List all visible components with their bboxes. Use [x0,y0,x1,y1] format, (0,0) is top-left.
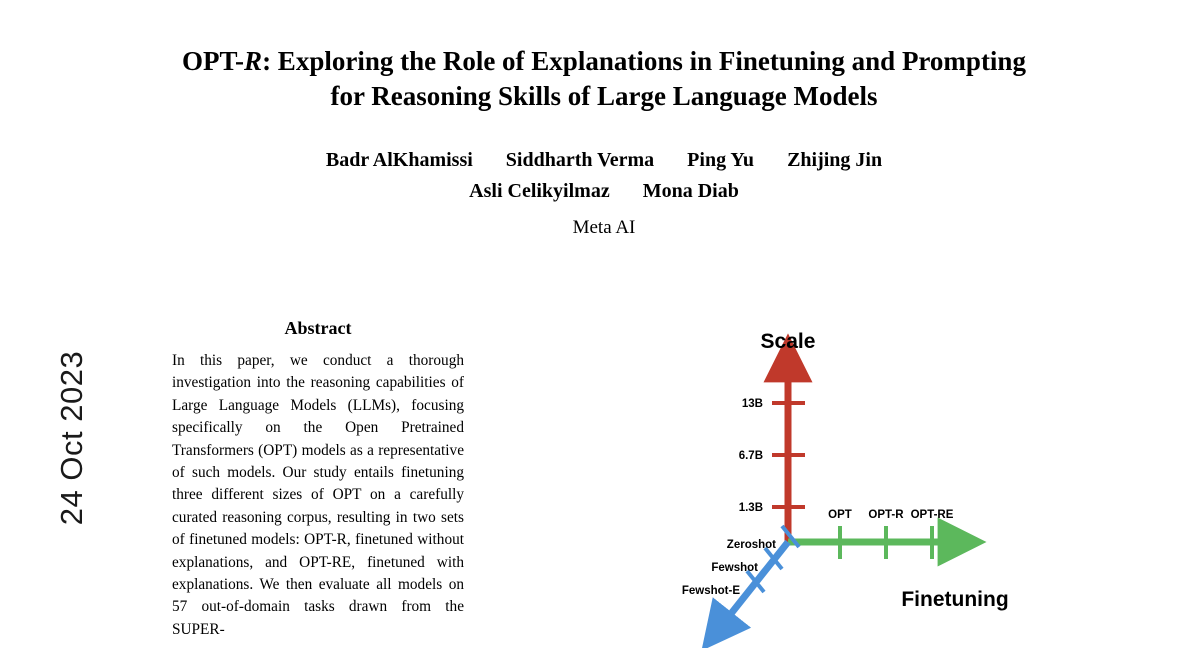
author: Zhijing Jin [787,149,883,172]
finetuning-tick-label: OPT-R [868,509,904,521]
page-title [120,44,1088,113]
finetuning-axis-label: Finetuning [901,588,1009,611]
figure-3d-axes [600,310,1160,648]
scale-tick-label: 6.7B [738,450,763,462]
author: Mona Diab [642,180,739,203]
author-row-1 [120,145,1088,176]
finetuning-tick-label: OPT-RE [910,509,954,521]
author: Ping Yu [687,149,755,172]
scale-tick-label: 1.3B [738,502,763,514]
author-list [120,145,1088,242]
title-line-1: OPT-R: Exploring the Role of Explanations in Finetuning and Prompting [182,46,1026,76]
abstract-section [172,318,464,641]
scale-axis [772,360,805,542]
finetuning-axis [788,526,960,559]
abstract-body: In this paper, we conduct a thorough investigation into the reasoning capabilities of Large Language Models (LLMs), focusing specifically on the Open Pretrained Transformers (OPT) models as a representative of such models. Our study entails finetuning three different sizes of OPT on a carefully curated reasoning corpus, resulting in two sets of finetuned models: OPT-R, finetuned without explanations, and OPT-RE, finetuned with explanations. We then evaluate all models on 57 out-of-domain tasks drawn from the SUPER- [172,352,464,638]
author: Siddharth Verma [505,149,655,172]
affiliation: Meta AI [572,217,636,239]
prompting-tick-label: Fewshot-E [681,585,740,597]
author: Badr AlKhamissi [325,149,473,172]
abstract-heading: Abstract [284,318,352,338]
title-block [120,44,1088,243]
scale-axis-label: Scale [760,330,816,353]
author-row-2 [120,176,1088,207]
finetuning-tick-label: OPT [828,509,852,521]
author: Asli Celikyilmaz [469,180,610,203]
scale-tick-label: 13B [741,398,763,410]
prompting-tick-label: Zeroshot [726,539,776,551]
title-line-2: for Reasoning Skills of Large Language Models [330,80,878,111]
prompting-tick-label: Fewshot [711,562,758,574]
arxiv-date-stamp: 24 Oct 2023 [54,350,89,526]
